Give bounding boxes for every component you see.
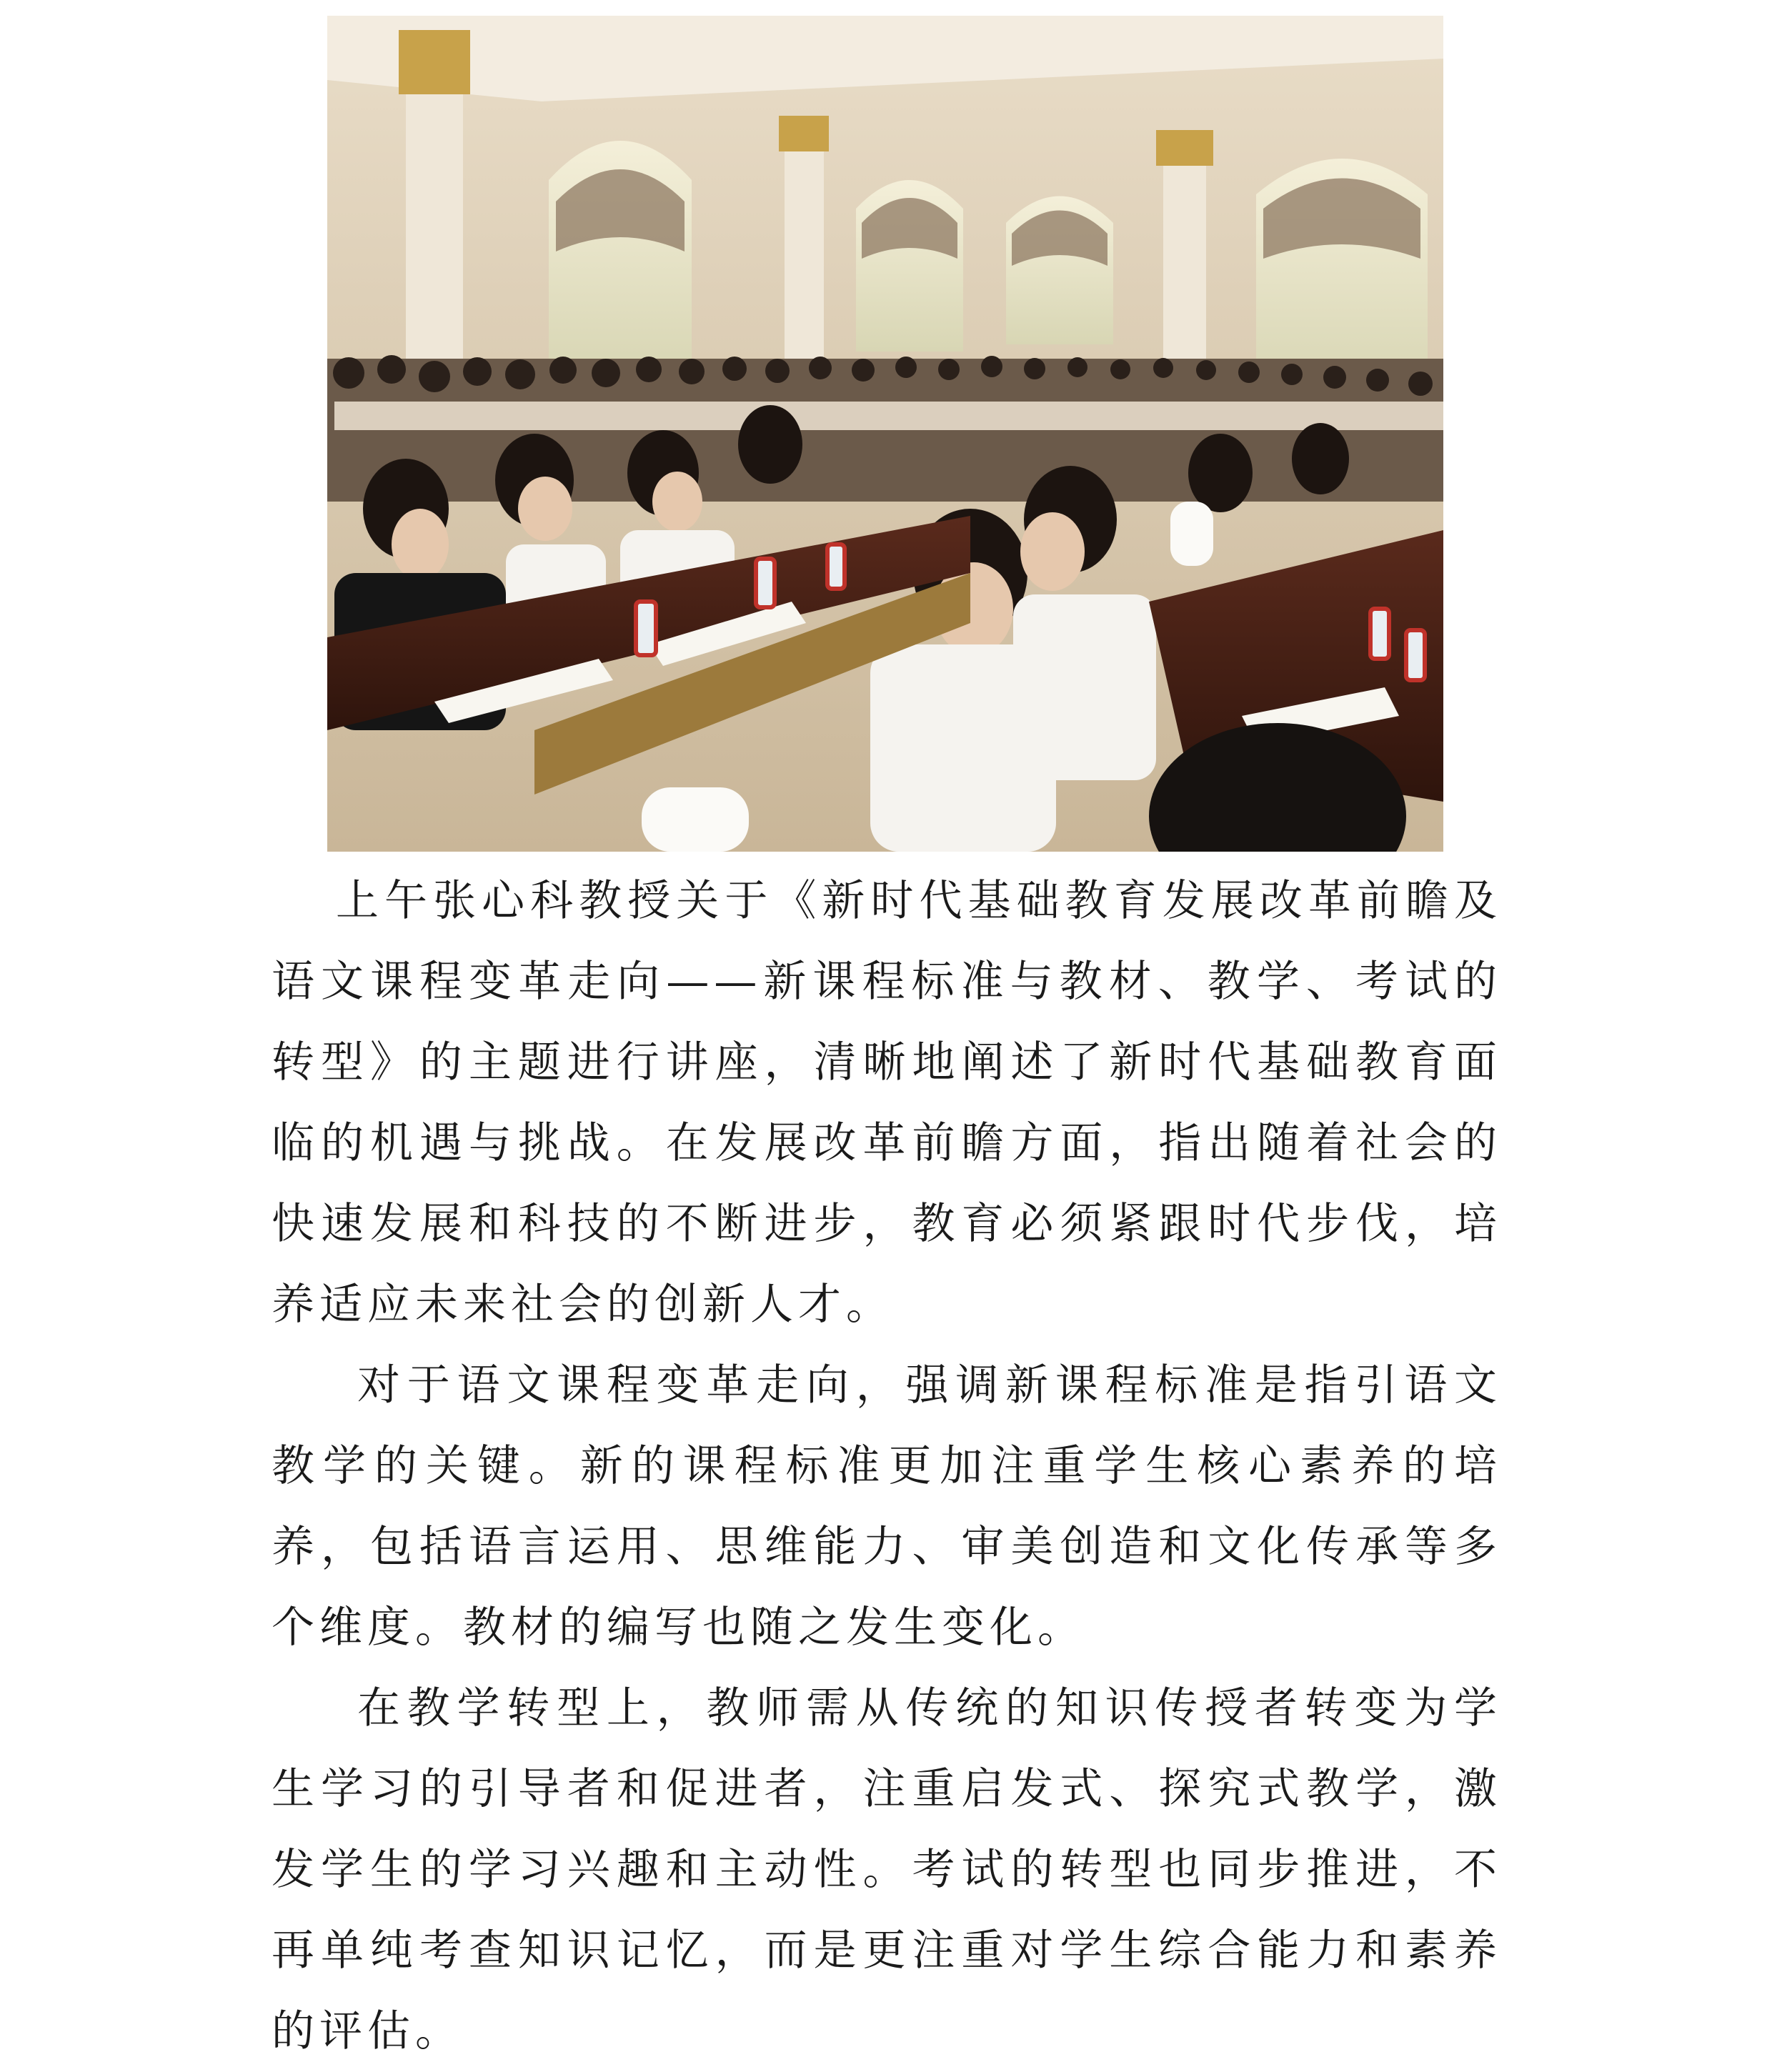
paragraph-teaching-exam-transformation: 在教学转型上，教师需从传统的知识传授者转变为学生学习的引导者和促进者，注重启发式、探究式教学，激发学生的学习兴趣和主动性。考试的转型也同步推进，不再单纯考查知识记忆，而是更注重对学生综合能力和素养的评估。 xyxy=(272,1683,1502,2056)
article-body xyxy=(272,861,1502,2072)
paragraph-curriculum-reform: 对于语文课程变革走向，强调新课程标准是指引语文教学的关键。新的课程标准更加注重学生核心素养的培养，包括语言运用、思维能力、审美创造和文化传承等多个维度。教材的编写也随之发生变化。 xyxy=(272,1360,1502,1653)
lecture-hall-photo xyxy=(327,16,1443,852)
paragraph-lecture-intro: 上午张心科教授关于《新时代基础教育发展改革前瞻及语文课程变革走向——新课程标准与教材、教学、考试的转型》的主题进行讲座，清晰地阐述了新时代基础教育面临的机遇与挑战。在发展改革前瞻方面，指出随着社会的快速发展和科技的不断进步，教育必须紧跟时代步伐，培养适应未来社会的创新人才。 xyxy=(272,876,1502,1330)
